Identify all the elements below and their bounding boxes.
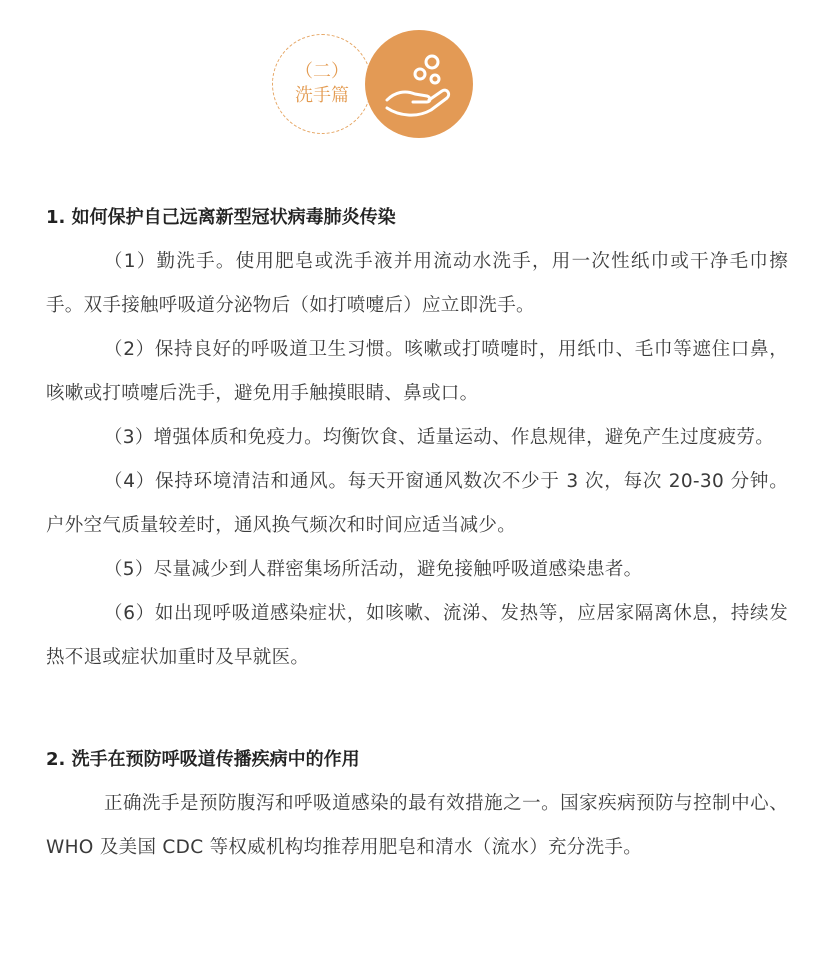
hand-washing-icon — [365, 30, 473, 138]
badge-number: （二） — [295, 61, 349, 82]
paragraph: （4）保持环境清洁和通风。每天开窗通风数次不少于 3 次，每次 20-30 分钟。户外空气质量较差时，通风换气频次和时间应适当减少。 — [46, 471, 788, 536]
section-heading-1: 1. 如何保护自己远离新型冠状病毒肺炎传染 — [46, 207, 396, 228]
section-spacer — [46, 680, 788, 738]
section-heading-2: 2. 洗手在预防呼吸道传播疾病中的作用 — [46, 749, 360, 770]
paragraph: （2）保持良好的呼吸道卫生习惯。咳嗽或打喷嚏时，用纸巾、毛巾等遮住口鼻，咳嗽或打喷嚏后洗手，避免用手触摸眼睛、鼻或口。 — [46, 339, 788, 404]
paragraph: （5）尽量减少到人群密集场所活动，避免接触呼吸道感染患者。 — [104, 559, 643, 580]
paragraph: （6）如出现呼吸道感染症状，如咳嗽、流涕、发热等，应居家隔离休息，持续发热不退或症状加重时及早就医。 — [46, 603, 788, 668]
paragraph: （3）增强体质和免疫力。均衡饮食、适量运动、作息规律，避免产生过度疲劳。 — [104, 427, 775, 448]
paragraph: 正确洗手是预防腹泻和呼吸道感染的最有效措施之一。国家疾病预防与控制中心、WHO 及美国 CDC 等权威机构均推荐用肥皂和清水（流水）充分洗手。 — [46, 793, 788, 858]
article-body — [46, 196, 788, 870]
chapter-badge — [270, 30, 480, 140]
badge-title: 洗手篇 — [295, 85, 349, 106]
paragraph: （1）勤洗手。使用肥皂或洗手液并用流动水洗手，用一次性纸巾或干净毛巾擦手。双手接触呼吸道分泌物后（如打喷嚏后）应立即洗手。 — [46, 251, 788, 316]
badge-label — [272, 34, 372, 134]
